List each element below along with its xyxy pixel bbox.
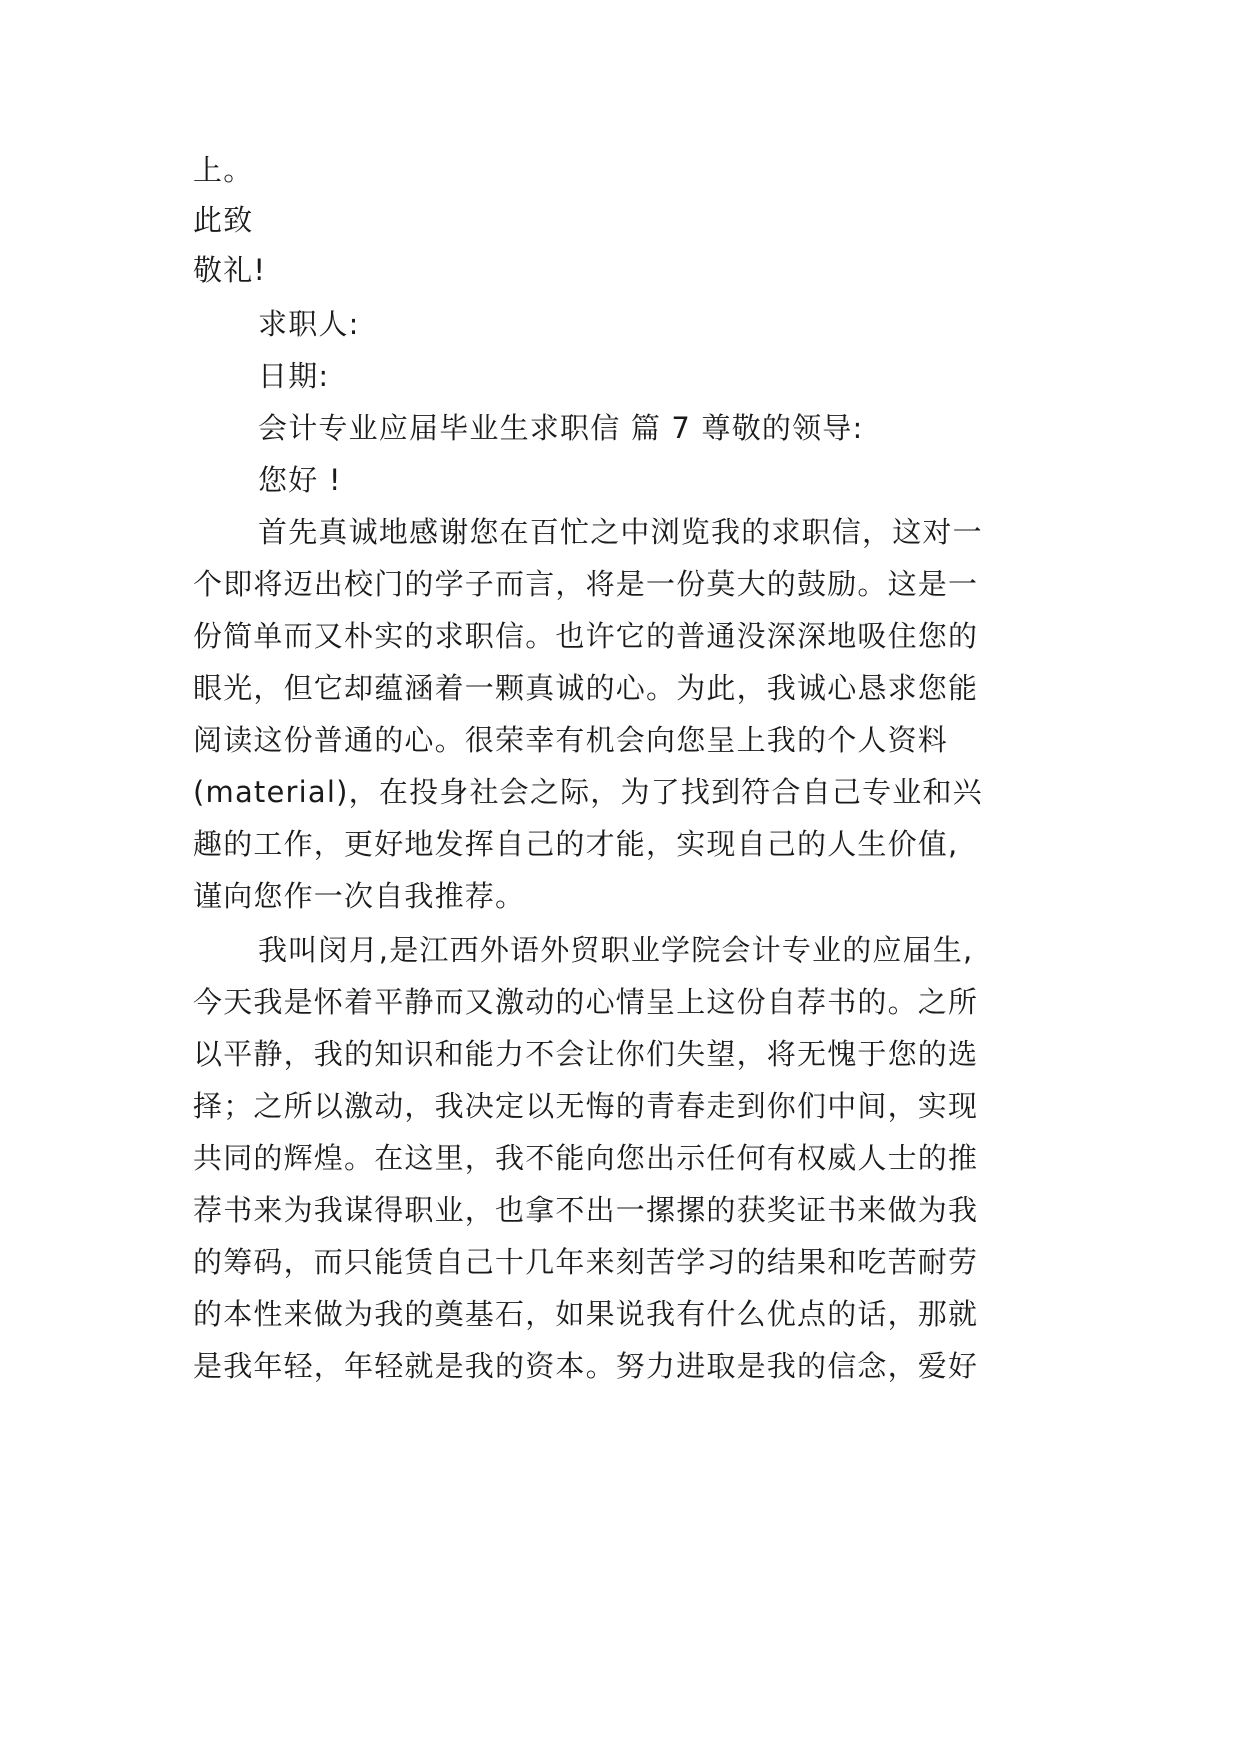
text-line: 上。 — [193, 153, 254, 187]
paragraph-line: 今天我是怀着平静而又激动的心情呈上这份自荐书的。之所 — [193, 985, 979, 1019]
paragraph-line: 共同的辉煌。在这里，我不能向您出示任何有权威人士的推 — [193, 1141, 979, 1175]
date-label: 日期: — [258, 359, 330, 393]
paragraph-line: 个即将迈出校门的学子而言，将是一份莫大的鼓励。这是一 — [193, 567, 979, 601]
letter-heading: 会计专业应届毕业生求职信 篇 7 尊敬的领导: — [258, 411, 864, 445]
paragraph-line: 首先真诚地感谢您在百忙之中浏览我的求职信，这对一 — [258, 515, 983, 549]
paragraph-line: 的筹码，而只能赁自己十几年来刻苦学习的结果和吃苦耐劳 — [193, 1245, 979, 1279]
paragraph-line: 的本性来做为我的奠基石，如果说我有什么优点的话，那就 — [193, 1297, 979, 1331]
paragraph-line: 荐书来为我谋得职业，也拿不出一摞摞的获奖证书来做为我 — [193, 1193, 979, 1227]
paragraph-line: 趣的工作，更好地发挥自己的才能，实现自己的人生价值, — [193, 827, 959, 861]
paragraph-line: 阅读这份普通的心。很荣幸有机会向您呈上我的个人资料 — [193, 723, 949, 757]
paragraph-line: 眼光，但它却蕴涵着一颗真诚的心。为此，我诚心恳求您能 — [193, 671, 979, 705]
paragraph-line: 谨向您作一次自我推荐。 — [193, 879, 526, 913]
paragraph-line: (material)，在投身社会之际，为了找到符合自己专业和兴 — [193, 775, 983, 809]
paragraph-line: 我叫闵月,是江西外语外贸职业学院会计专业的应届生, — [258, 933, 974, 967]
paragraph-line: 择；之所以激动，我决定以无悔的青春走到你们中间，实现 — [193, 1089, 979, 1123]
closing-salutation: 此致 — [193, 203, 254, 237]
closing-salutation: 敬礼! — [193, 253, 267, 287]
paragraph-line: 是我年轻，年轻就是我的资本。努力进取是我的信念，爱好 — [193, 1349, 979, 1383]
paragraph-line: 份简单而又朴实的求职信。也许它的普通没深深地吸住您的 — [193, 619, 979, 653]
paragraph-line: 以平静，我的知识和能力不会让你们失望，将无愧于您的选 — [193, 1037, 979, 1071]
greeting: 您好 ! — [258, 463, 342, 497]
applicant-label: 求职人: — [258, 307, 360, 341]
